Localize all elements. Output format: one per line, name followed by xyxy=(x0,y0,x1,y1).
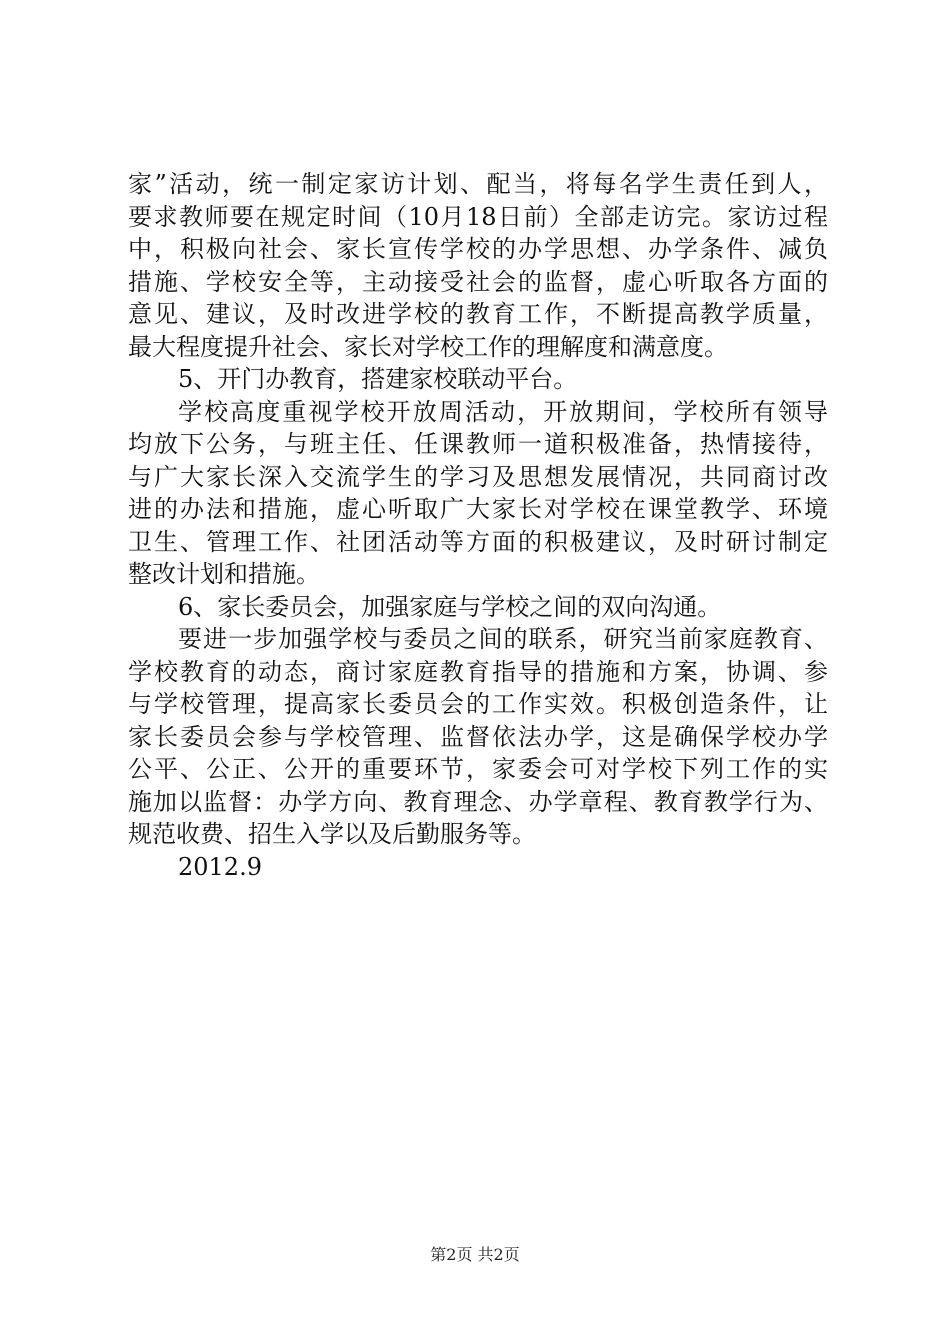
section-heading-6: 6、家长委员会，加强家庭与学校之间的双向沟通。 xyxy=(178,592,722,621)
text-line: 要进一步加强学校与委员之间的联系，研究当前家庭教育、 xyxy=(178,625,828,653)
text-line: 进的办法和措施，虚心听取广大家长对学校在课堂教学、环境 xyxy=(128,495,828,523)
text-line: 卫生、管理工作、社团活动等方面的积极建议，及时研讨制定 xyxy=(128,527,828,556)
text-line: 要求教师要在规定时间（10月18日前）全部走访完。家访过程 xyxy=(128,202,828,231)
text-line: 最大程度提升社会、家长对学校工作的理解度和满意度。 xyxy=(128,332,728,361)
text-line: 公平、公正、公开的重要环节，家委会可对学校下列工作的实 xyxy=(128,755,828,783)
text-line: 与广大家长深入交流学生的学习及思想发展情况，共同商讨改 xyxy=(128,462,828,491)
text-line: 学校教育的动态，商讨家庭教育指导的措施和方案，协调、参 xyxy=(128,657,828,686)
text-line: 均放下公务，与班主任、任课教师一道积极准备，热情接待， xyxy=(128,430,828,458)
document-date: 2012.9 xyxy=(178,852,262,881)
page-footer: 第2页 共2页 xyxy=(430,1245,520,1264)
document-body xyxy=(128,168,828,883)
text-line: 整改计划和措施。 xyxy=(128,560,320,588)
text-line: 家长委员会参与学校管理、监督依法办学，这是确保学校办学 xyxy=(128,722,828,751)
text-line: 施加以监督：办学方向、教育理念、办学章程、教育教学行为、 xyxy=(128,787,828,816)
text-line: 家”活动，统一制定家访计划、配当，将每名学生责任到人， xyxy=(128,170,828,198)
text-line: 规范收费、招生入学以及后勤服务等。 xyxy=(128,820,536,848)
text-line: 意见、建议，及时改进学校的教育工作，不断提高教学质量， xyxy=(128,300,828,328)
text-line: 学校高度重视学校开放周活动，开放期间，学校所有领导 xyxy=(178,397,828,426)
text-line: 与学校管理，提高家长委员会的工作实效。积极创造条件，让 xyxy=(128,690,828,718)
text-line: 措施、学校安全等，主动接受社会的监督，虚心听取各方面的 xyxy=(128,267,828,296)
text-line: 中，积极向社会、家长宣传学校的办学思想、办学条件、减负 xyxy=(128,235,828,263)
section-heading-5: 5、开门办教育，搭建家校联动平台。 xyxy=(178,365,578,393)
